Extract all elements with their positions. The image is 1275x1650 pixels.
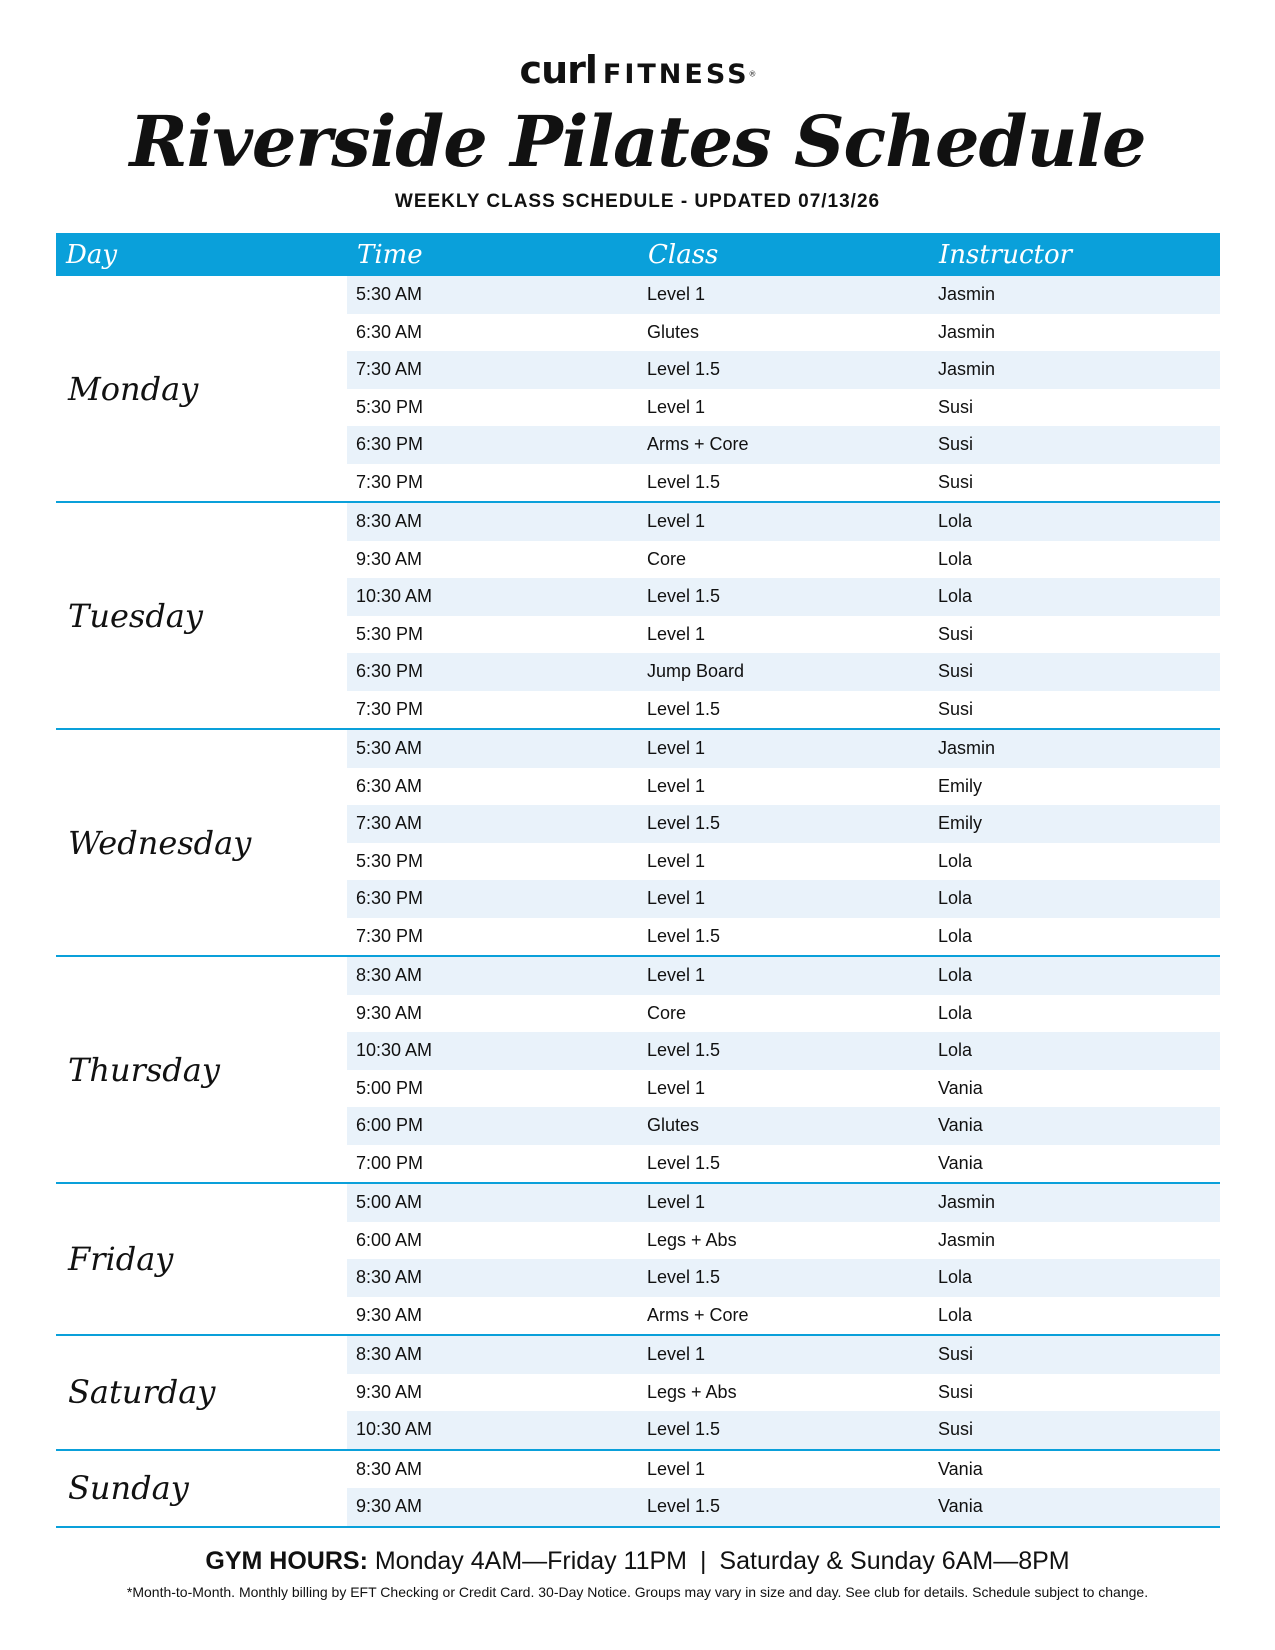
session-class: Jump Board xyxy=(647,661,745,682)
table-row xyxy=(347,1222,1220,1260)
session-instructor: Lola xyxy=(938,511,973,532)
header-day: Day xyxy=(66,239,118,270)
session-instructor: Susi xyxy=(938,623,974,644)
session-class: Level 1.5 xyxy=(647,1267,721,1288)
session-instructor: Susi xyxy=(938,1344,974,1365)
table-row xyxy=(347,1451,1220,1489)
session-list xyxy=(347,1336,1220,1449)
session-instructor: Susi xyxy=(938,661,974,682)
table-row xyxy=(347,578,1220,616)
session-time: 10:30 AM xyxy=(356,1419,433,1440)
session-time: 10:30 AM xyxy=(356,586,433,607)
session-class: Level 1 xyxy=(647,1344,706,1365)
session-class: Core xyxy=(647,1002,687,1023)
table-row xyxy=(347,1259,1220,1297)
session-class: Level 1.5 xyxy=(647,1152,721,1173)
session-instructor: Vania xyxy=(938,1152,983,1173)
session-instructor: Vania xyxy=(938,1115,983,1136)
table-row xyxy=(347,1184,1220,1222)
session-time: 7:30 PM xyxy=(356,471,424,492)
session-class: Legs + Abs xyxy=(647,1229,737,1250)
gym-hours-label: GYM HOURS: xyxy=(205,1547,368,1575)
day-group-monday xyxy=(56,276,1220,503)
session-class: Level 1.5 xyxy=(647,813,721,834)
session-time: 5:30 AM xyxy=(356,738,423,759)
session-instructor: Vania xyxy=(938,1496,983,1517)
table-row xyxy=(347,351,1220,389)
session-instructor: Lola xyxy=(938,965,973,986)
day-group-sunday xyxy=(56,1451,1220,1528)
session-class: Glutes xyxy=(647,321,700,342)
session-time: 6:30 PM xyxy=(356,661,424,682)
table-row xyxy=(347,957,1220,995)
session-class: Level 1 xyxy=(647,623,706,644)
session-class: Level 1.5 xyxy=(647,1496,721,1517)
session-instructor: Susi xyxy=(938,471,974,492)
session-class: Level 1 xyxy=(647,396,706,417)
session-time: 7:30 PM xyxy=(356,698,424,719)
table-row xyxy=(347,653,1220,691)
session-list xyxy=(347,730,1220,955)
table-row xyxy=(347,503,1220,541)
session-time: 6:30 AM xyxy=(356,321,423,342)
session-instructor: Susi xyxy=(938,434,974,455)
gym-hours-weekday: Monday 4AM—Friday 11PM xyxy=(374,1547,688,1575)
table-row xyxy=(347,805,1220,843)
day-group-friday xyxy=(56,1184,1220,1336)
session-instructor: Lola xyxy=(938,586,973,607)
session-class: Level 1.5 xyxy=(647,925,721,946)
session-time: 6:00 AM xyxy=(356,1229,423,1250)
day-label: Wednesday xyxy=(68,823,252,862)
session-class: Level 1.5 xyxy=(647,1419,721,1440)
session-class: Level 1 xyxy=(647,850,706,871)
session-time: 7:30 AM xyxy=(356,359,423,380)
table-row xyxy=(347,1107,1220,1145)
session-instructor: Lola xyxy=(938,925,973,946)
session-class: Level 1.5 xyxy=(647,586,721,607)
session-time: 5:30 PM xyxy=(356,850,424,871)
page-title: Riverside Pilates Schedule xyxy=(129,100,1146,183)
session-instructor: Lola xyxy=(938,1002,973,1023)
session-class: Level 1 xyxy=(647,1077,706,1098)
day-label: Friday xyxy=(68,1240,174,1278)
session-time: 8:30 AM xyxy=(356,511,423,532)
day-label: Sunday xyxy=(68,1469,189,1507)
session-time: 9:30 AM xyxy=(356,1304,423,1325)
table-row xyxy=(347,691,1220,729)
session-class: Glutes xyxy=(647,1115,700,1136)
session-list xyxy=(347,1184,1220,1334)
session-instructor: Lola xyxy=(938,888,973,909)
table-row xyxy=(347,1336,1220,1374)
session-list xyxy=(347,1451,1220,1526)
table-row xyxy=(347,843,1220,881)
session-time: 8:30 AM xyxy=(356,1458,423,1479)
session-instructor: Jasmin xyxy=(938,284,996,305)
page-subtitle: WEEKLY CLASS SCHEDULE - UPDATED 07/13/26 xyxy=(394,191,881,212)
day-group-thursday xyxy=(56,957,1220,1184)
day-group-tuesday xyxy=(56,503,1220,730)
session-list xyxy=(347,276,1220,501)
table-row xyxy=(347,464,1220,502)
session-list xyxy=(347,957,1220,1182)
gym-hours-separator: | xyxy=(699,1547,707,1575)
session-time: 5:00 AM xyxy=(356,1192,423,1213)
session-instructor: Lola xyxy=(938,548,973,569)
day-label: Saturday xyxy=(68,1373,216,1412)
session-class: Level 1 xyxy=(647,888,706,909)
brand-logo xyxy=(0,48,1275,92)
session-time: 5:30 AM xyxy=(356,284,423,305)
table-row xyxy=(347,1411,1220,1449)
schedule-table xyxy=(56,233,1220,1528)
table-row xyxy=(347,314,1220,352)
gym-hours xyxy=(0,1547,1275,1576)
table-row xyxy=(347,426,1220,464)
header-class: Class xyxy=(648,239,719,270)
session-instructor: Lola xyxy=(938,1267,973,1288)
day-group-wednesday xyxy=(56,730,1220,957)
session-class: Level 1.5 xyxy=(647,698,721,719)
logo-curl-text: curl xyxy=(519,48,597,92)
session-instructor: Jasmin xyxy=(938,738,996,759)
session-instructor: Susi xyxy=(938,396,974,417)
session-class: Arms + Core xyxy=(647,434,749,455)
session-class: Level 1 xyxy=(647,738,706,759)
session-class: Level 1 xyxy=(647,1458,706,1479)
table-row xyxy=(347,1032,1220,1070)
session-class: Arms + Core xyxy=(647,1304,749,1325)
logo-registered-mark: ® xyxy=(749,69,756,79)
session-instructor: Vania xyxy=(938,1458,983,1479)
session-instructor: Jasmin xyxy=(938,359,996,380)
day-groups xyxy=(56,276,1220,1528)
session-instructor: Vania xyxy=(938,1077,983,1098)
logo-fitness-text: FITNESS xyxy=(602,59,750,90)
session-time: 6:30 AM xyxy=(356,775,423,796)
table-row xyxy=(347,1297,1220,1335)
table-row xyxy=(347,1070,1220,1108)
session-instructor: Lola xyxy=(938,1304,973,1325)
day-label: Thursday xyxy=(68,1050,220,1089)
session-class: Level 1 xyxy=(647,775,706,796)
schedule-header-row xyxy=(56,233,1220,276)
session-class: Level 1 xyxy=(647,511,706,532)
session-time: 6:30 PM xyxy=(356,434,424,455)
header-instructor: Instructor xyxy=(939,239,1073,270)
session-class: Legs + Abs xyxy=(647,1381,737,1402)
table-row xyxy=(347,880,1220,918)
session-time: 9:30 AM xyxy=(356,1496,423,1517)
day-label: Tuesday xyxy=(68,596,203,635)
session-time: 7:00 PM xyxy=(356,1152,424,1173)
table-row xyxy=(347,1488,1220,1526)
session-time: 6:30 PM xyxy=(356,888,424,909)
session-time: 7:30 AM xyxy=(356,813,423,834)
gym-hours-weekend: Saturday & Sunday 6AM—8PM xyxy=(719,1547,1070,1575)
session-instructor: Jasmin xyxy=(938,1192,996,1213)
session-instructor: Susi xyxy=(938,698,974,719)
table-row xyxy=(347,616,1220,654)
session-class: Core xyxy=(647,548,687,569)
table-row xyxy=(347,918,1220,956)
session-time: 5:30 PM xyxy=(356,623,424,644)
table-row xyxy=(347,768,1220,806)
session-instructor: Emily xyxy=(938,775,982,796)
session-time: 8:30 AM xyxy=(356,1344,423,1365)
session-time: 9:30 AM xyxy=(356,1381,423,1402)
session-instructor: Lola xyxy=(938,850,973,871)
table-row xyxy=(347,730,1220,768)
table-row xyxy=(347,1145,1220,1183)
session-time: 8:30 AM xyxy=(356,965,423,986)
session-time: 6:00 PM xyxy=(356,1115,424,1136)
session-class: Level 1.5 xyxy=(647,1040,721,1061)
session-time: 8:30 AM xyxy=(356,1267,423,1288)
session-instructor: Emily xyxy=(938,813,982,834)
session-class: Level 1.5 xyxy=(647,359,721,380)
session-instructor: Susi xyxy=(938,1381,974,1402)
session-time: 10:30 AM xyxy=(356,1040,433,1061)
session-list xyxy=(347,503,1220,728)
session-class: Level 1 xyxy=(647,965,706,986)
session-instructor: Susi xyxy=(938,1419,974,1440)
table-row xyxy=(347,1374,1220,1412)
session-instructor: Jasmin xyxy=(938,321,996,342)
session-instructor: Lola xyxy=(938,1040,973,1061)
table-row xyxy=(347,276,1220,314)
session-time: 5:00 PM xyxy=(356,1077,424,1098)
session-class: Level 1.5 xyxy=(647,471,721,492)
session-instructor: Jasmin xyxy=(938,1229,996,1250)
day-label: Monday xyxy=(68,369,199,408)
session-time: 9:30 AM xyxy=(356,548,423,569)
session-time: 9:30 AM xyxy=(356,1002,423,1023)
table-row xyxy=(347,995,1220,1033)
header-time: Time xyxy=(357,239,423,270)
session-class: Level 1 xyxy=(647,1192,706,1213)
session-class: Level 1 xyxy=(647,284,706,305)
session-time: 5:30 PM xyxy=(356,396,424,417)
disclaimer: *Month-to-Month. Monthly billing by EFT Checking or Credit Card. 30-Day Notice. Groups may vary in size and day. See club for details. Schedule subject to change. xyxy=(126,1584,1149,1600)
table-row xyxy=(347,541,1220,579)
session-time: 7:30 PM xyxy=(356,925,424,946)
table-row xyxy=(347,389,1220,427)
day-group-saturday xyxy=(56,1336,1220,1451)
